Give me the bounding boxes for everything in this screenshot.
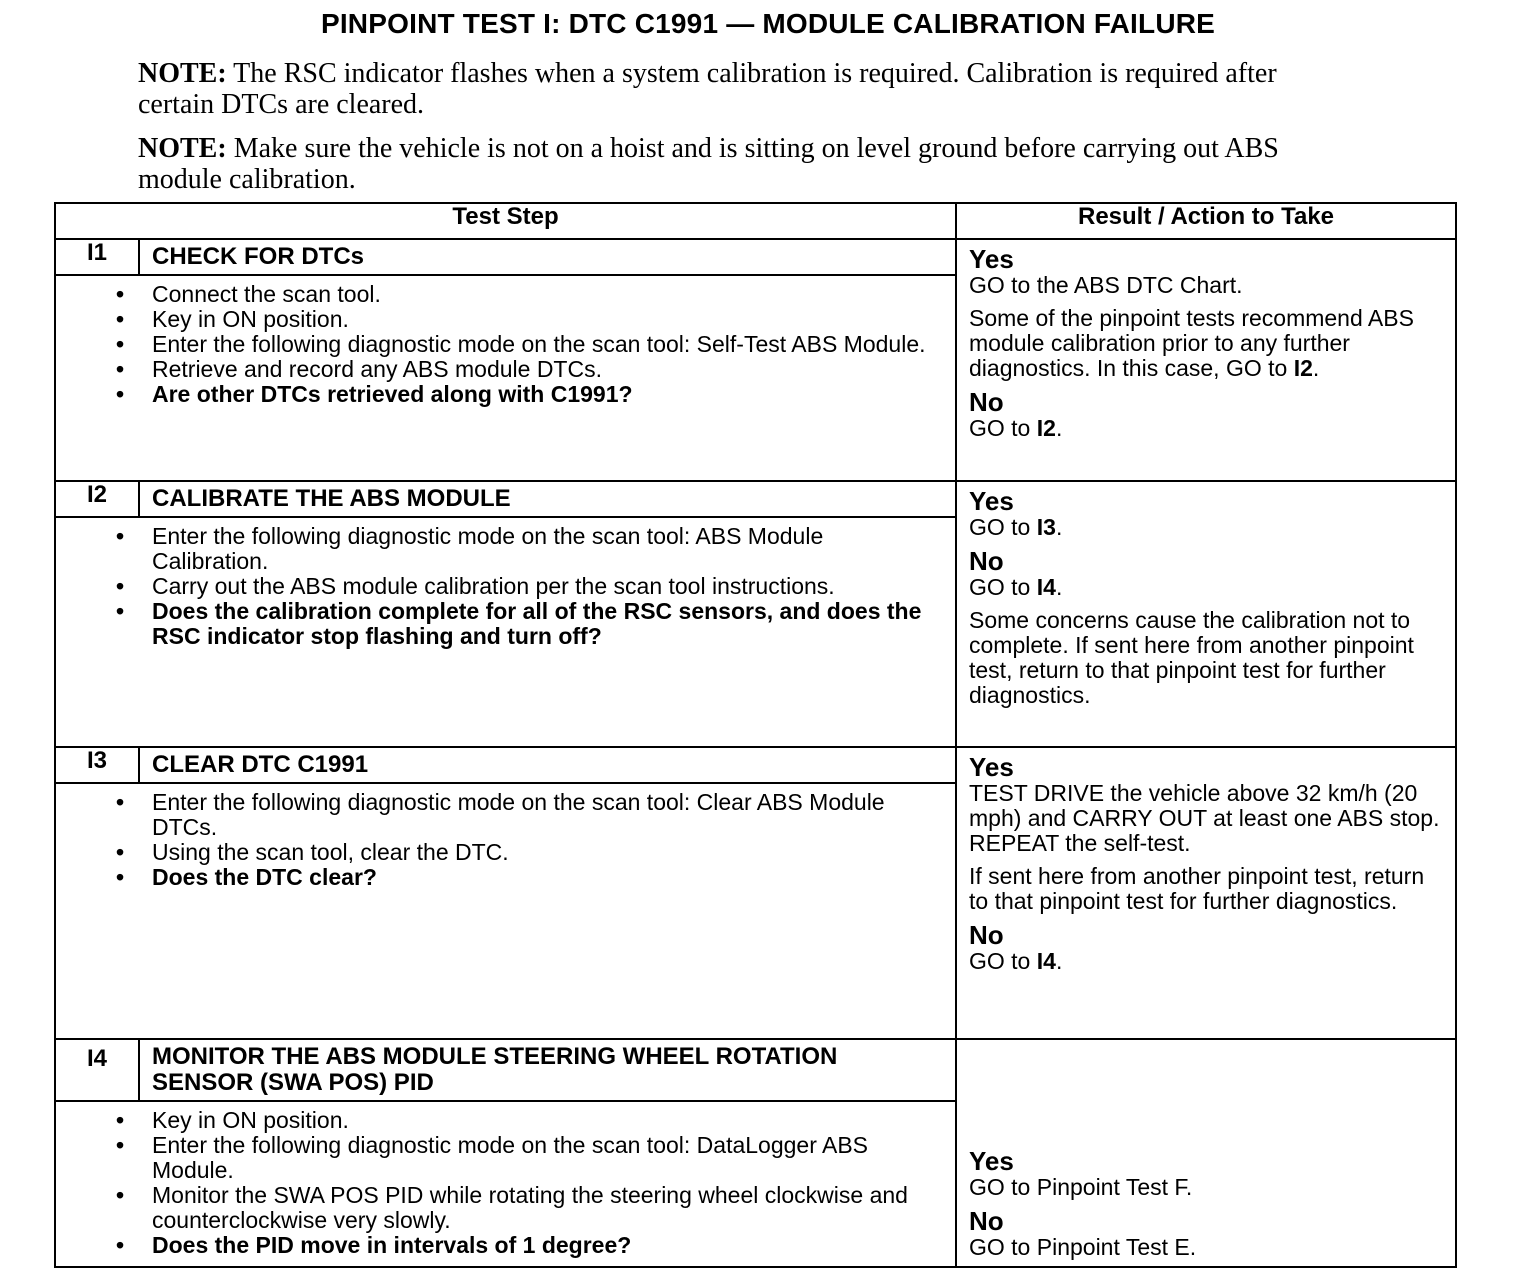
step-id: I2	[55, 481, 139, 517]
instruction-list	[152, 790, 935, 890]
note-text: Make sure the vehicle is not on a hoist and is sitting on level ground before carrying out ABS module calibration.	[138, 133, 1279, 195]
step-id: I4	[55, 1039, 139, 1101]
no-action: GO to I4.	[969, 574, 1063, 600]
step-title: CALIBRATE THE ABS MODULE	[139, 481, 956, 517]
step-title-row	[55, 481, 1456, 517]
list-item: • Enter the following diagnostic mode on the scan tool: ABS Module Calibration.	[152, 524, 935, 574]
no-label: No	[969, 387, 1004, 417]
note-label: NOTE:	[138, 58, 227, 89]
step-result	[956, 481, 1456, 747]
yes-label: Yes	[969, 244, 1014, 274]
no-label: No	[969, 546, 1004, 576]
header-result-action: Result / Action to Take	[956, 203, 1456, 239]
no-action-text: GO to	[969, 948, 1037, 974]
list-item: • Monitor the SWA POS PID while rotating the steering wheel clockwise and counterclockwise very slowly.	[152, 1183, 935, 1233]
pinpoint-test-table	[54, 202, 1457, 1268]
instruction-list	[152, 282, 935, 407]
note-rsc-indicator	[138, 58, 1358, 120]
table-header-row	[55, 203, 1456, 239]
list-item: • Key in ON position.	[152, 1108, 935, 1133]
note-level-ground	[138, 133, 1358, 195]
yes-action: GO to I3.	[969, 514, 1063, 540]
no-action: GO to I4.	[969, 948, 1063, 974]
no-action-text: GO to	[969, 574, 1037, 600]
step-question: • Does the calibration complete for all of the RSC sensors, and does the RSC indicator stop flashing and turn off?	[152, 599, 935, 649]
no-action: GO to Pinpoint Test E.	[969, 1234, 1197, 1260]
note-text: The RSC indicator flashes when a system calibration is required. Calibration is required after certain DTCs are cleared.	[138, 58, 1277, 120]
yes-action: TEST DRIVE the vehicle above 32 km/h (20 mph) and CARRY OUT at least one ABS stop. REPEAT the self-test.	[969, 780, 1440, 856]
yes-note: Some of the pinpoint tests recommend ABS module calibration prior to any further diagnostics. In this case, GO to I2.	[969, 305, 1414, 381]
no-label: No	[969, 920, 1004, 950]
list-item: • Enter the following diagnostic mode on the scan tool: Clear ABS Module DTCs.	[152, 790, 935, 840]
step-instructions	[55, 1101, 956, 1267]
step-ref: I4	[1036, 948, 1056, 974]
step-result	[956, 239, 1456, 481]
step-ref: I2	[1293, 355, 1313, 381]
step-id: I1	[55, 239, 139, 275]
step-question: • Does the DTC clear?	[152, 865, 935, 890]
step-question: • Are other DTCs retrieved along with C1991?	[152, 382, 935, 407]
header-test-step: Test Step	[55, 203, 956, 239]
step-title: CHECK FOR DTCs	[139, 239, 956, 275]
step-title-row	[55, 1039, 1456, 1101]
no-label: No	[969, 1206, 1004, 1236]
instruction-list	[152, 524, 935, 649]
list-item: • Retrieve and record any ABS module DTCs.	[152, 357, 935, 382]
step-result	[956, 1039, 1456, 1267]
list-item: • Using the scan tool, clear the DTC.	[152, 840, 935, 865]
step-title: CLEAR DTC C1991	[139, 747, 956, 783]
step-instructions	[55, 275, 956, 481]
note-label: NOTE:	[138, 133, 227, 164]
list-item: • Key in ON position.	[152, 307, 935, 332]
yes-action: GO to the ABS DTC Chart.	[969, 272, 1243, 298]
list-item: • Connect the scan tool.	[152, 282, 935, 307]
no-action: GO to I2.	[969, 415, 1063, 441]
step-id: I3	[55, 747, 139, 783]
step-title: MONITOR THE ABS MODULE STEERING WHEEL ROTATION SENSOR (SWA POS) PID	[139, 1039, 956, 1101]
yes-action: GO to Pinpoint Test F.	[969, 1174, 1193, 1200]
list-item: • Enter the following diagnostic mode on the scan tool: Self-Test ABS Module.	[152, 332, 935, 357]
page-title: PINPOINT TEST I: DTC C1991 — MODULE CALIBRATION FAILURE	[320, 8, 1216, 39]
step-title-row	[55, 747, 1456, 783]
step-instructions	[55, 517, 956, 747]
yes-label: Yes	[969, 752, 1014, 782]
instruction-list	[152, 1108, 935, 1258]
yes-note: If sent here from another pinpoint test, return to that pinpoint test for further diagnostics.	[969, 863, 1425, 914]
list-item: • Enter the following diagnostic mode on the scan tool: DataLogger ABS Module.	[152, 1133, 935, 1183]
yes-label: Yes	[969, 1146, 1014, 1176]
list-item: • Carry out the ABS module calibration per the scan tool instructions.	[152, 574, 935, 599]
step-title-row	[55, 239, 1456, 275]
step-result	[956, 747, 1456, 1039]
yes-label: Yes	[969, 486, 1014, 516]
step-ref: I2	[1036, 415, 1056, 441]
no-note: Some concerns cause the calibration not to complete. If sent here from another pinpoint test, return to that pinpoint test for further diagnostics.	[969, 607, 1414, 708]
step-ref: I3	[1036, 514, 1056, 540]
yes-action-text: GO to	[969, 514, 1037, 540]
step-question: • Does the PID move in intervals of 1 degree?	[152, 1233, 935, 1258]
step-instructions	[55, 783, 956, 1039]
no-action-text: GO to	[969, 415, 1037, 441]
yes-note-text: Some of the pinpoint tests recommend ABS module calibration prior to any further diagnostics. In this case, GO to	[969, 305, 1414, 381]
step-ref: I4	[1036, 574, 1056, 600]
